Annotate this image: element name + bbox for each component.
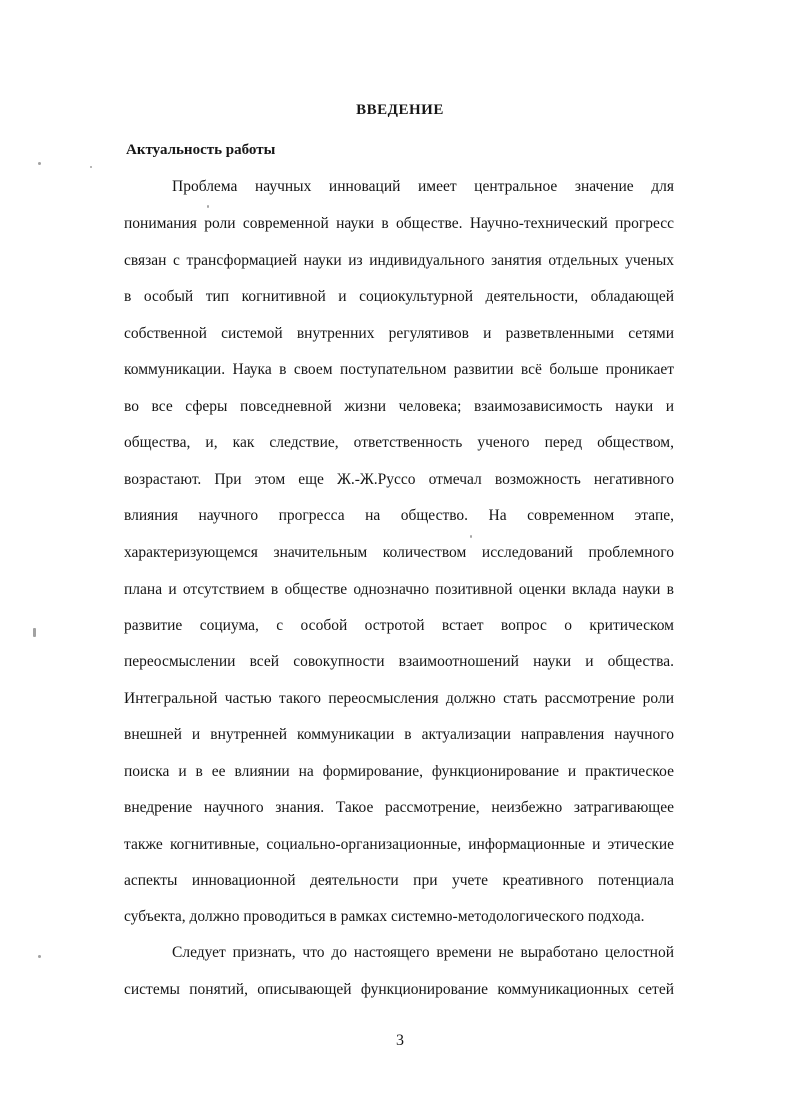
text-line: Интегральной частью такого переосмысления должно стать рассмотрение роли (124, 690, 674, 707)
scan-speck (33, 628, 36, 637)
scan-speck (38, 955, 41, 958)
text-line: также когнитивные, социально-организационные, информационные и этические (124, 836, 674, 853)
scan-speck (90, 166, 92, 168)
text-line: общества, и, как следствие, ответственность ученого перед обществом, (124, 434, 674, 451)
text-line: возрастают. При этом еще Ж.-Ж.Руссо отмечал возможность негативного (124, 471, 674, 488)
text-line: развитие социума, с особой остротой встает вопрос о критическом (124, 617, 674, 634)
text-line: внешней и внутренней коммуникации в актуализации направления научного (124, 726, 674, 743)
text-line: коммуникации. Наука в своем поступательном развитии всё больше проникает (124, 361, 674, 378)
text-line: аспекты инновационной деятельности при учете креативного потенциала (124, 872, 674, 889)
text-line: собственной системой внутренних регулятивов и разветвленными сетями (124, 325, 674, 342)
scan-speck (38, 162, 41, 165)
text-line: во все сферы повседневной жизни человека; взаимозависимость науки и (124, 398, 674, 415)
page-number: 3 (396, 1032, 404, 1049)
text-line: субъекта, должно проводиться в рамках системно-методологического подхода. (124, 908, 645, 925)
text-line: понимания роли современной науки в обществе. Научно-технический прогресс (124, 215, 674, 232)
text-line: в особый тип когнитивной и социокультурной деятельности, обладающей (124, 288, 674, 305)
scan-speck (470, 535, 472, 538)
text-line: внедрение научного знания. Такое рассмотрение, неизбежно затрагивающее (124, 799, 674, 816)
text-line: влияния научного прогресса на общество. На современном этапе, (124, 507, 674, 524)
text-line: поиска и в ее влиянии на формирование, функционирование и практическое (124, 763, 674, 780)
text-line: характеризующемся значительным количеством исследований проблемного (124, 544, 674, 561)
document-title: ВВЕДЕНИЕ (356, 102, 444, 118)
section-heading: Актуальность работы (126, 142, 276, 158)
text-line: переосмыслении всей совокупности взаимоотношений науки и общества. (124, 653, 674, 670)
text-line: Проблема научных инноваций имеет центральное значение для (172, 178, 674, 195)
scan-speck (207, 205, 209, 208)
text-line: плана и отсутствием в обществе однозначно позитивной оценки вклада науки в (124, 581, 674, 598)
text-line: системы понятий, описывающей функционирование коммуникационных сетей (124, 981, 674, 998)
text-line: связан с трансформацией науки из индивидуального занятия отдельных ученых (124, 252, 674, 269)
text-line: Следует признать, что до настоящего времени не выработано целостной (172, 944, 674, 961)
